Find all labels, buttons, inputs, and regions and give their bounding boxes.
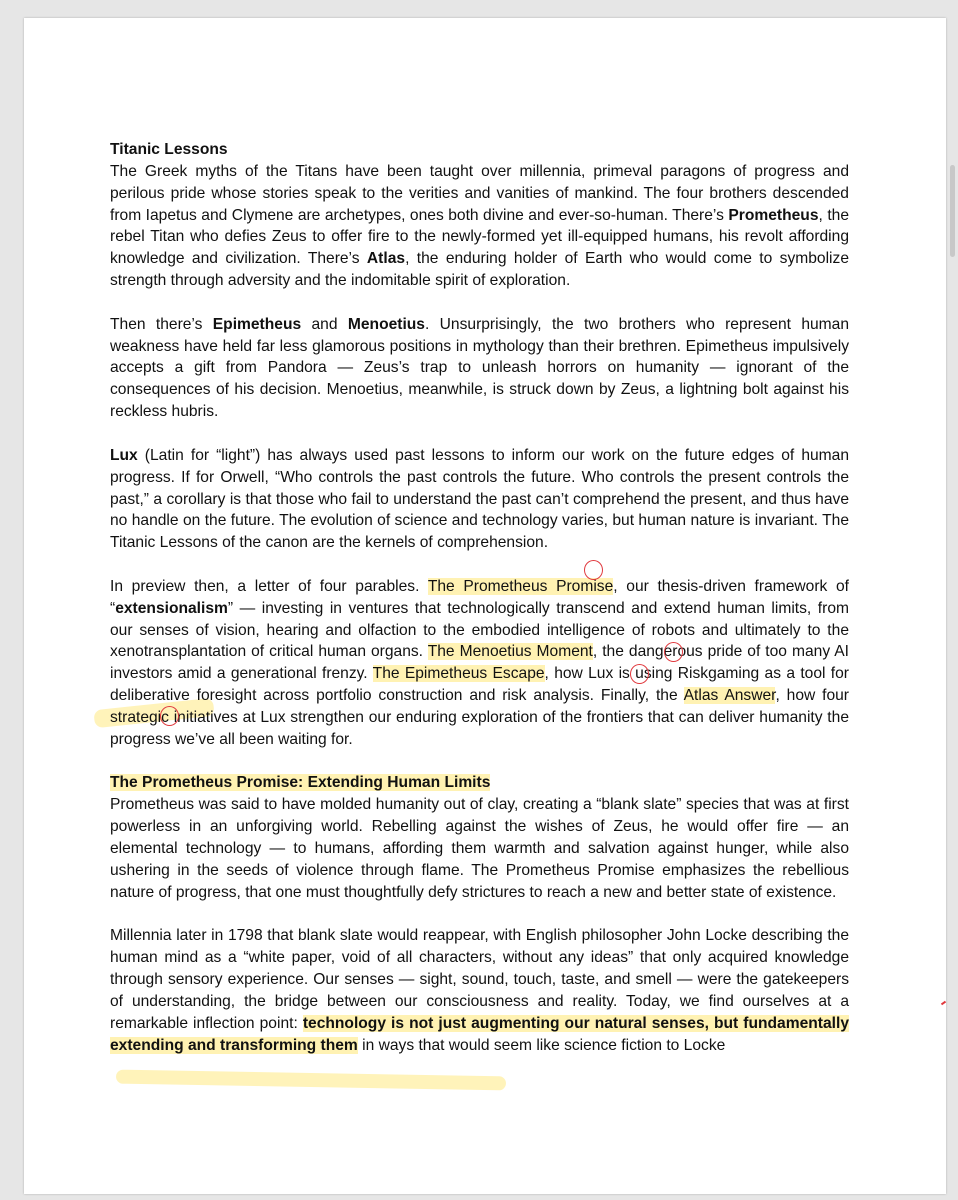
highlight-epimetheus-escape: The Epimetheus Escape [372, 665, 545, 683]
highlight-prometheus-promise: The Prometheus Promise [427, 577, 614, 595]
highlight-atlas-answer: Atlas Answer [683, 687, 776, 705]
paragraph-lux: Lux (Latin for “light”) has always used past lessons to inform our work on the future edges of human progress. If for Orwell, “Who controls the past controls the future. Who controls the present controls the past,” a corollary is that those who fail to understand the past can’t comprehend the present, and thus have no handle on the future. The evolution of science and technology varies, but human nature is invariant. The Titanic Lessons of the canon are the kernels of comprehension. [110, 446, 849, 552]
paragraph-preview: In preview then, a letter of four parables. The Prometheus Promise, our thesis-driven framework of “extensionalism” — investing in ventures that technologically transcend and extend human limits, from our senses of vision, hearing and olfaction to the embodied intelligence of robots and ultimately to the xenotransplantation of critical human organs. The Menoetius Moment, the dangerous pride of too many AI investors amid a generational frenzy. The Epimetheus Escape, how Lux is using Riskgaming as a tool for deliberative foresight across portfolio construction and risk analysis. Finally, the Atlas Answer, how four strategic initiatives at Lux strengthen our enduring exploration of the frontiers that can deliver humanity the progress we’ve all been waiting for. [110, 577, 850, 748]
document-page [24, 18, 946, 1194]
paragraph-brothers: Then there’s Epimetheus and Menoetius. Unsurprisingly, the two brothers who represent human weakness have held far less glamorous positions in mythology than their brethren. Epimetheus impulsively accepts a gift from Pandora — Zeus’s trap to unleash horrors on humanity — ignorant of the consequences of his decision. Menoetius, meanwhile, is struck down by Zeus, a lightning bolt against his reckless hubris. [110, 315, 850, 421]
annotation-circle-2 [664, 642, 683, 662]
highlight-swoosh-extending [116, 1070, 506, 1091]
annotation-circle-3 [630, 664, 649, 684]
annotation-circle-4 [160, 706, 179, 726]
annotation-circle-1 [584, 560, 603, 580]
paragraph-locke: Millennia later in 1798 that blank slate would reappear, with English philosopher John Locke describing the human mind as a “white paper, void of all characters, without any ideas” that only acquired knowledge through sensory experience. Our senses — sight, sound, touch, taste, and smell — were the gatekeepers of understanding, the bridge between our consciousness and reality. Today, we find ourselves at a remarkable inflection point: technology is not just augmenting our natural senses, but fundamentally extending and transforming them in ways that would seem like science fiction to Locke [110, 927, 849, 1054]
document-body [110, 139, 849, 1056]
section-heading-prometheus: The Prometheus Promise: Extending Human Limits [110, 774, 491, 792]
highlight-technology-senses: technology is not just augmenting our natural senses, but fundamentally extending and transforming them [110, 1014, 849, 1054]
scrollbar-thumb[interactable] [950, 165, 955, 257]
highlight-menoetius-moment: The Menoetius Moment [427, 643, 593, 661]
paragraph-clay: Prometheus was said to have molded humanity out of clay, creating a “blank slate” species that was at first powerless in an unforgiving world. Rebelling against the wishes of Zeus, he would offer fire — an elemental technology — to humans, affording them warmth and salvation against hunger, while also ushering in the seeds of violence through flame. The Prometheus Promise emphasizes the rebellious nature of progress, that one must thoughtfully defy strictures to reach a new and better state of existence. [110, 796, 849, 901]
section-heading-titanic: Titanic Lessons [110, 141, 228, 158]
paragraph-titans: The Greek myths of the Titans have been taught over millennia, primeval paragons of progress and perilous pride whose stories speak to the verities and vanities of mankind. The four brothers descended from Iapetus and Clymene are archetypes, ones both divine and ever-so-human. There’s Prometheus, the rebel Titan who defies Zeus to offer fire to the newly-formed yet ill-equipped humans, his revolt affording knowledge and civilization. There’s Atlas, the enduring holder of Earth who would come to symbolize strength through adversity and the indomitable spirit of exploration. [110, 162, 849, 290]
